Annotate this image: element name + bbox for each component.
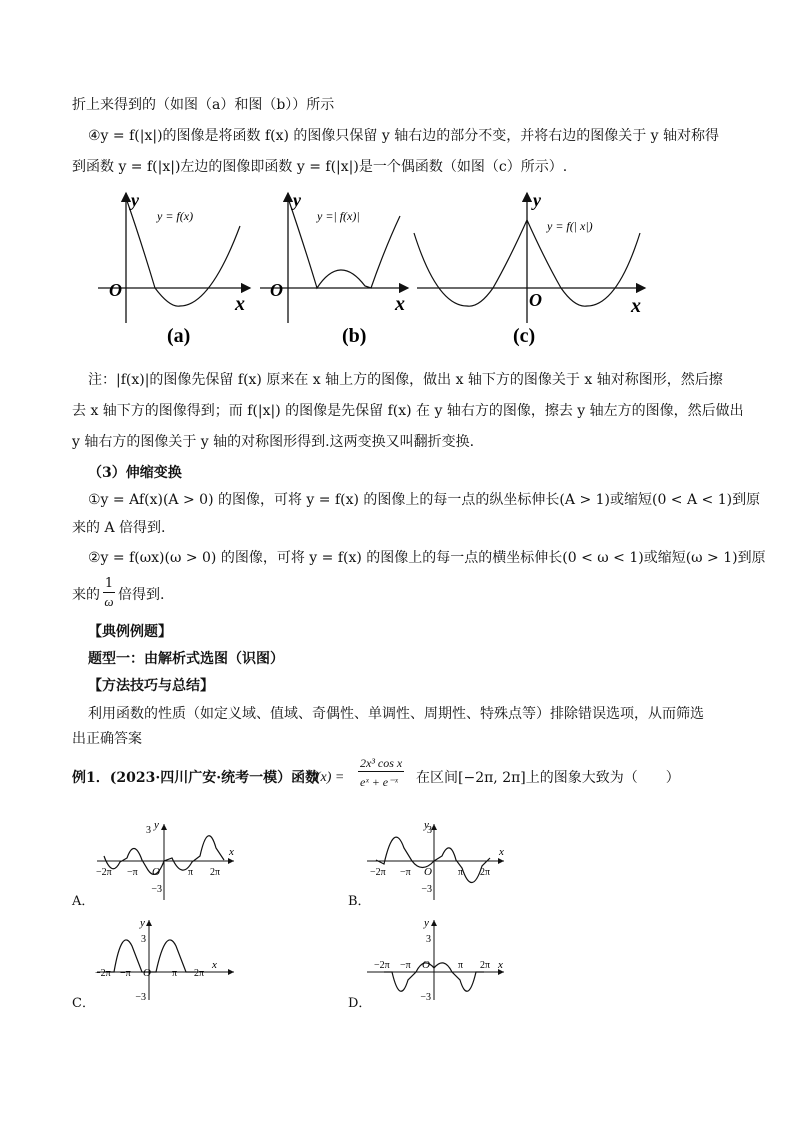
svg-text:3: 3 (426, 934, 431, 945)
svg-text:−π: −π (400, 960, 411, 971)
svg-text:O: O (424, 866, 432, 878)
svg-text:2π: 2π (210, 867, 221, 878)
svg-text:−3: −3 (151, 884, 162, 895)
option-a-graph (92, 818, 242, 904)
svg-text:−π: −π (120, 968, 131, 979)
y-axis-label: y (131, 190, 139, 210)
svg-text:3: 3 (146, 825, 151, 836)
option-b-graph (362, 818, 512, 904)
figure-a (98, 190, 250, 347)
figure-c (414, 190, 645, 347)
svg-text:−2π: −2π (370, 867, 386, 878)
svg-text:y: y (140, 917, 145, 929)
svg-text:π: π (458, 960, 464, 971)
svg-text:−2π: −2π (96, 867, 112, 878)
svg-text:−3: −3 (135, 992, 146, 1002)
svg-text:−2π: −2π (374, 960, 390, 971)
section-heading: 【典例例题】 (88, 624, 172, 640)
transform-figures (95, 188, 655, 348)
text-line: 来的 A 倍得到. (72, 520, 166, 536)
section-heading: 题型一：由解析式选图（识图） (88, 651, 284, 667)
option-a-label[interactable]: A． (72, 894, 95, 909)
option-c-graph (92, 916, 242, 1002)
svg-text:−2π: −2π (95, 968, 111, 979)
svg-text:−3: −3 (420, 992, 431, 1002)
svg-text:−π: −π (400, 867, 411, 878)
text-line: ①y = Af(x)(A > 0) 的图像，可将 y = f(x) 的图像上的每一点的纵坐标伸长(A > 1)或缩短(0 < A < 1)到原 (88, 492, 761, 508)
text-line: 去 x 轴下方的图像得到；而 f(|x|) 的图像是先保留 f(x) 在 y 轴右方的图像，擦去 y 轴左方的图像，然后做出 (72, 403, 744, 419)
option-c-label[interactable]: C． (72, 996, 95, 1011)
svg-text:−π: −π (127, 867, 138, 878)
text-line: 利用函数的性质（如定义域、值域、奇偶性、单调性、周期性、特殊点等）排除错误选项，从而筛选 (88, 706, 704, 722)
svg-text:2π: 2π (194, 968, 205, 979)
svg-text:−3: −3 (421, 884, 432, 895)
figure-caption: (c) (513, 325, 536, 347)
function-label: y = f(| x|) (547, 219, 593, 233)
svg-text:3: 3 (427, 825, 432, 836)
text-line: 出正确答案 (72, 731, 142, 747)
function-label: y =| f(x)| (317, 209, 360, 223)
svg-text:O: O (422, 959, 430, 971)
x-axis-label: x (235, 293, 245, 315)
x-axis-label: x (631, 295, 641, 317)
svg-text:y: y (424, 917, 429, 929)
svg-text:x: x (212, 959, 217, 971)
svg-text:x: x (498, 959, 503, 971)
text-line: 到函数 y = f(|x|)左边的图像即函数 y = f(|x|)是一个偶函数（如图（c）所示）. (72, 159, 568, 175)
text-line: 注：|f(x)|的图像先保留 f(x) 原来在 x 轴上方的图像，做出 x 轴下方的图像关于 x 轴对称图形，然后擦 (88, 372, 723, 388)
origin-label: O (529, 290, 542, 310)
svg-text:x: x (499, 846, 504, 858)
svg-text:y: y (154, 819, 159, 831)
origin-label: O (270, 280, 283, 300)
svg-text:2π: 2π (480, 867, 491, 878)
figure-b (260, 190, 408, 347)
svg-text:O: O (152, 866, 160, 878)
text-line: ②y = f(ωx)(ω > 0) 的图像，可将 y = f(x) 的图像上的每一点的横坐标伸长(0 < ω < 1)或缩短(ω > 1)到原 (88, 550, 766, 566)
svg-text:π: π (172, 968, 178, 979)
text-line: y 轴右方的图像关于 y 轴的对称图形得到.这两变换又叫翻折变换. (72, 434, 475, 450)
option-d-label[interactable]: D． (348, 996, 372, 1011)
text-line: ④y = f(|x|)的图像是将函数 f(x) 的图像只保留 y 轴右边的部分不变，并将右边的图像关于 y 轴对称得 (88, 128, 720, 144)
section-heading: （3）伸缩变换 (88, 465, 182, 481)
section-heading: 【方法技巧与总结】 (88, 678, 214, 694)
svg-text:O: O (143, 967, 151, 979)
figure-caption: (b) (342, 325, 367, 347)
svg-text:π: π (188, 867, 194, 878)
function-label: y = f(x) (157, 209, 194, 223)
svg-text:x: x (229, 846, 234, 858)
svg-text:3: 3 (141, 934, 146, 945)
svg-text:π: π (458, 867, 464, 878)
x-axis-label: x (395, 293, 405, 315)
option-d-graph (362, 916, 512, 1002)
svg-text:2π: 2π (480, 960, 491, 971)
origin-label: O (109, 280, 122, 300)
svg-text:y: y (424, 819, 429, 831)
y-axis-label: y (293, 190, 301, 210)
text-line: 折上来得到的（如图（a）和图（b））所示 (72, 97, 335, 113)
figure-caption: (a) (167, 325, 191, 347)
option-b-label[interactable]: B． (348, 894, 371, 909)
y-axis-label: y (533, 190, 541, 210)
